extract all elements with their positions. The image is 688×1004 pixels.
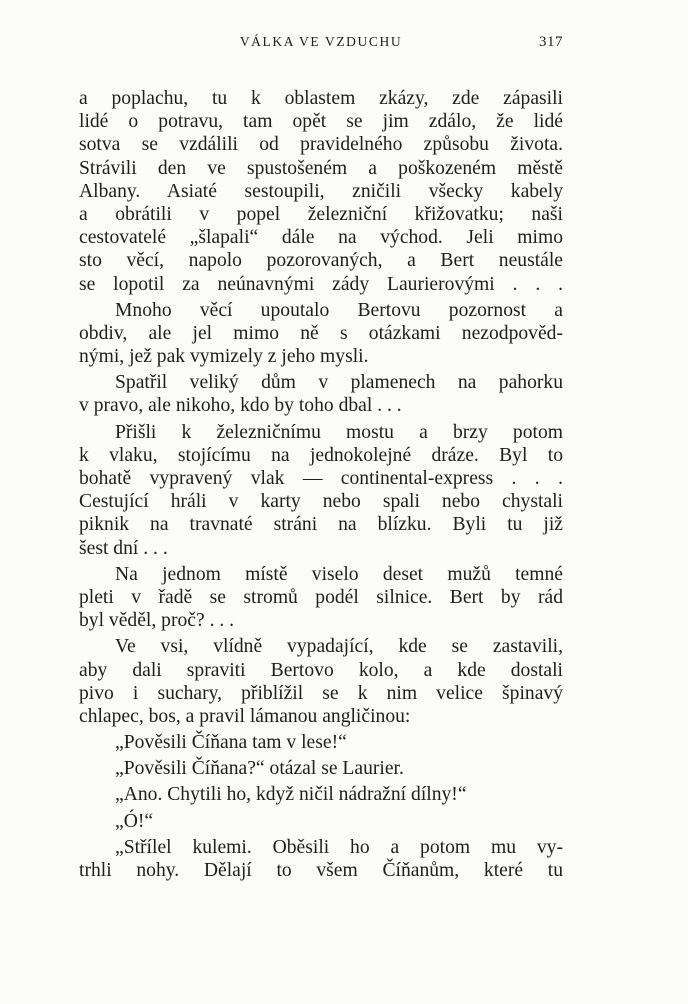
text-line: Cestující hráli v karty nebo spali nebo chystali bbox=[79, 491, 563, 513]
paragraph-first-line: Na jednom místě viselo deset mužů temné bbox=[115, 563, 563, 585]
text-line: a poplachu, tu k oblastem zkázy, zde zápasili bbox=[79, 88, 563, 109]
paragraph-last-line: byl věděl, proč? . . . bbox=[79, 610, 235, 632]
text-line: bohatě vypravený vlak — continental-express . . . bbox=[79, 468, 563, 489]
paragraph-first-line: Ve vsi, vlídně vypadající, kde se zastavili, bbox=[115, 636, 563, 658]
running-head bbox=[79, 34, 563, 56]
text-line: sotva se vzdálili od pravidelného způsobu života. bbox=[79, 134, 563, 156]
text-line: obdiv, ale jel mimo ně s otázkami nezodpověd- bbox=[79, 322, 563, 344]
text-line: pivo i suchary, přiblížil se k nim velice špinavý bbox=[79, 682, 563, 704]
dialogue-line: „Pověsili Číňana tam v lese!“ bbox=[115, 732, 347, 754]
paragraph-first-line: Přišli k železničnímu mostu a brzy potom bbox=[115, 421, 563, 443]
dialogue-line: „Ó!“ bbox=[115, 810, 154, 832]
text-line: a obrátili v popel železniční křižovatku; naši bbox=[79, 203, 563, 225]
text-line: sto věcí, napolo pozorovaných, a Bert neustále bbox=[79, 250, 563, 272]
paragraph-first-line: Spatřil veliký dům v plamenech na pahorku bbox=[115, 372, 563, 394]
dialogue-line: „Střílel kulemi. Oběsili ho a potom mu vy- bbox=[115, 836, 563, 858]
paragraph-last-line: v pravo, ale nikoho, kdo by toho dbal . . . bbox=[79, 395, 402, 417]
paragraph-last-line: chlapec, bos, a pravil lámanou angličinou: bbox=[79, 705, 411, 727]
paragraph-last-line: nými, jež pak vymizely z jeho mysli. bbox=[79, 346, 369, 368]
text-line: aby dali spraviti Bertovo kolo, a kde dostali bbox=[79, 659, 563, 681]
text-line: Strávili den ve spustošeném a poškozeném městě bbox=[79, 157, 563, 179]
page-number: 317 bbox=[539, 34, 563, 50]
dialogue-line: „Ano. Chytili ho, když ničil nádražní dílny!“ bbox=[115, 784, 467, 806]
text-line: piknik na travnaté stráni na blízku. Byli tu již bbox=[79, 514, 563, 536]
body-text bbox=[79, 87, 563, 882]
text-line: k vlaku, stojícímu na jednokolejné dráze. Byl to bbox=[79, 444, 563, 466]
text-line: cestovatelé „šlapali“ dále na východ. Jeli mimo bbox=[79, 227, 563, 249]
dialogue-line: „Pověsili Číňana?“ otázal se Laurier. bbox=[115, 758, 404, 780]
paragraph-first-line: Mnoho věcí upoutalo Bertovu pozornost a bbox=[115, 299, 563, 321]
text-line: se lopotil za neúnavnými zády Laurierovými . . . bbox=[79, 273, 563, 295]
text-line: lidé o potravu, tam opět se jim zdálo, že lidé bbox=[79, 111, 563, 133]
text-line: Albany. Asiaté sestoupili, zničili všecky kabely bbox=[79, 180, 563, 202]
running-title: VÁLKA VE VZDUCHU bbox=[239, 34, 403, 49]
paragraph-last-line: šest dní . . . bbox=[79, 537, 168, 559]
text-line: trhli nohy. Dělají to všem Číňanům, které tu bbox=[79, 860, 563, 881]
text-line: pleti v řadě se stromů podél silnice. Bert by rád bbox=[79, 586, 563, 608]
